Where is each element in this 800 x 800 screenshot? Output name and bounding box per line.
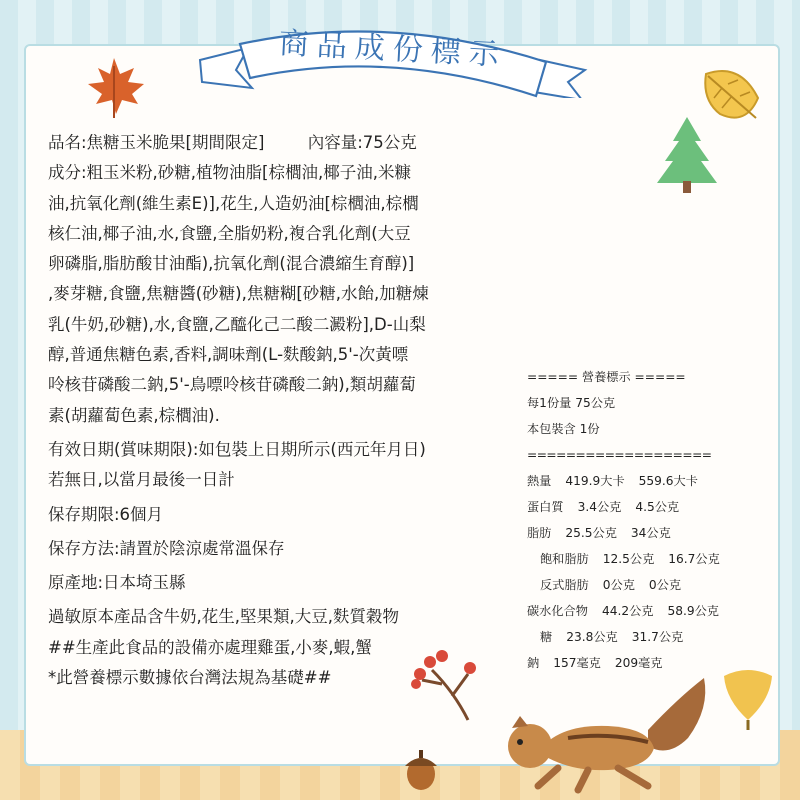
nutrient-per-pack: 16.7公克 (668, 552, 720, 566)
ingredients-line: 素(胡蘿蔔色素,棕櫚油). (48, 405, 220, 425)
acorn-icon (400, 746, 442, 792)
allergen-info: 過敏原本產品含牛奶,花生,堅果類,大豆,麩質穀物 (48, 607, 399, 627)
storage-method: 保存方法:請置於陰涼處常溫保存 (48, 538, 285, 558)
squirrel-icon (498, 668, 710, 796)
nutrient-per-pack: 209毫克 (614, 656, 663, 670)
nutrient-per-serving: 157毫克 (553, 656, 601, 670)
ingredients-line: 卵磷脂,脂肪酸甘油酯),抗氧化劑(混合濃縮生育醇)] (48, 254, 415, 274)
net-content: 內容量:75公克 (307, 133, 417, 152)
regulation-note: *此營養標示數據依台灣法規為基礎## (48, 668, 332, 688)
product-name: 品名:焦糖玉米脆果[期間限定] (48, 133, 265, 152)
nutrition-rows (527, 468, 767, 676)
nutrient-per-pack: 58.9公克 (667, 604, 719, 618)
nutrient-name: 熱量 (527, 474, 552, 488)
nutrient-per-serving: 25.5公克 (565, 526, 617, 540)
nutrition-row (527, 546, 767, 572)
nutrient-per-pack: 4.5公克 (635, 500, 680, 514)
serving-size: 每1份量 75公克 (527, 396, 616, 410)
nutrition-row (527, 598, 767, 624)
nutrient-name: 鈉 (527, 656, 540, 670)
expiry-note: 若無日,以當月最後一日計 (48, 470, 235, 490)
nutrition-row (527, 494, 767, 520)
nutrient-per-serving: 0公克 (602, 578, 635, 592)
pine-tree-icon (655, 115, 719, 195)
nutrition-panel (527, 364, 767, 676)
nutrient-name: 蛋白質 (527, 500, 564, 514)
facility-note: ##生產此食品的設備亦處理雞蛋,小麥,蝦,蟹 (48, 637, 372, 657)
nutrient-per-serving: 12.5公克 (602, 552, 655, 566)
country-of-origin: 原產地:日本埼玉縣 (48, 573, 186, 593)
nutrition-row (527, 624, 767, 650)
nutrient-name: 碳水化合物 (527, 604, 588, 618)
ingredients-line: 乳(牛奶,砂糖),水,食鹽,乙醯化己二酸二澱粉],D-山梨 (48, 314, 426, 334)
product-label-text (48, 128, 488, 693)
nutrient-per-pack: 0公克 (648, 578, 682, 592)
ingredients-line: 成分:粗玉米粉,砂糖,植物油脂[棕櫚油,椰子油,米糠 (48, 163, 411, 183)
nutrient-name: 脂肪 (527, 526, 552, 540)
servings-per-pack: 本包裝含 1份 (527, 422, 600, 436)
nutrition-row (527, 520, 767, 546)
nutrient-per-pack: 559.6大卡 (638, 474, 698, 488)
nutrient-per-serving: 23.8公克 (566, 630, 618, 644)
maple-leaf-icon (78, 52, 150, 124)
nutrient-per-serving: 44.2公克 (601, 604, 654, 618)
banner-title: 商品成份標示 (278, 27, 508, 72)
nutrition-separator: =================== (527, 448, 712, 462)
nutrient-name: 反式脂肪 (540, 578, 589, 592)
nutrition-row (527, 468, 767, 494)
expiry-date: 有效日期(賞味期限):如包裝上日期所示(西元年月日) (48, 439, 426, 459)
nutrient-name: 糖 (540, 630, 553, 644)
ingredients-line: ,麥芽糖,食鹽,焦糖醬(砂糖),焦糖糊[砂糖,水飴,加糖煉 (48, 284, 429, 304)
nutrient-per-serving: 3.4公克 (577, 500, 622, 514)
product-name-row (48, 128, 488, 158)
ingredients-line: 醇,普通焦糖色素,香料,調味劑(L-麩酸鈉,5'-次黃嘌 (48, 345, 409, 365)
ingredients-line: 呤核苷磷酸二鈉,5'-鳥嘌呤核苷磷酸二鈉),類胡蘿蔔 (48, 375, 416, 395)
nutrient-per-serving: 419.9大卡 (565, 474, 625, 488)
ingredients-line: 核仁油,椰子油,水,食鹽,全脂奶粉,複合乳化劑(大豆 (48, 223, 411, 243)
nutrition-row (527, 572, 767, 598)
ginkgo-leaf-icon (718, 660, 778, 730)
berry-branch-icon (408, 640, 488, 722)
nutrient-name: 飽和脂肪 (540, 552, 589, 566)
shelf-life: 保存期限:6個月 (48, 504, 164, 524)
ingredients-line: 油,抗氧化劑(維生素E)],花生,人造奶油[棕櫚油,棕櫚 (48, 193, 419, 213)
nutrient-per-pack: 34公克 (630, 526, 671, 540)
nutrient-per-pack: 31.7公克 (631, 630, 684, 644)
nutrition-header: ===== 營養標示 ===== (527, 370, 686, 384)
